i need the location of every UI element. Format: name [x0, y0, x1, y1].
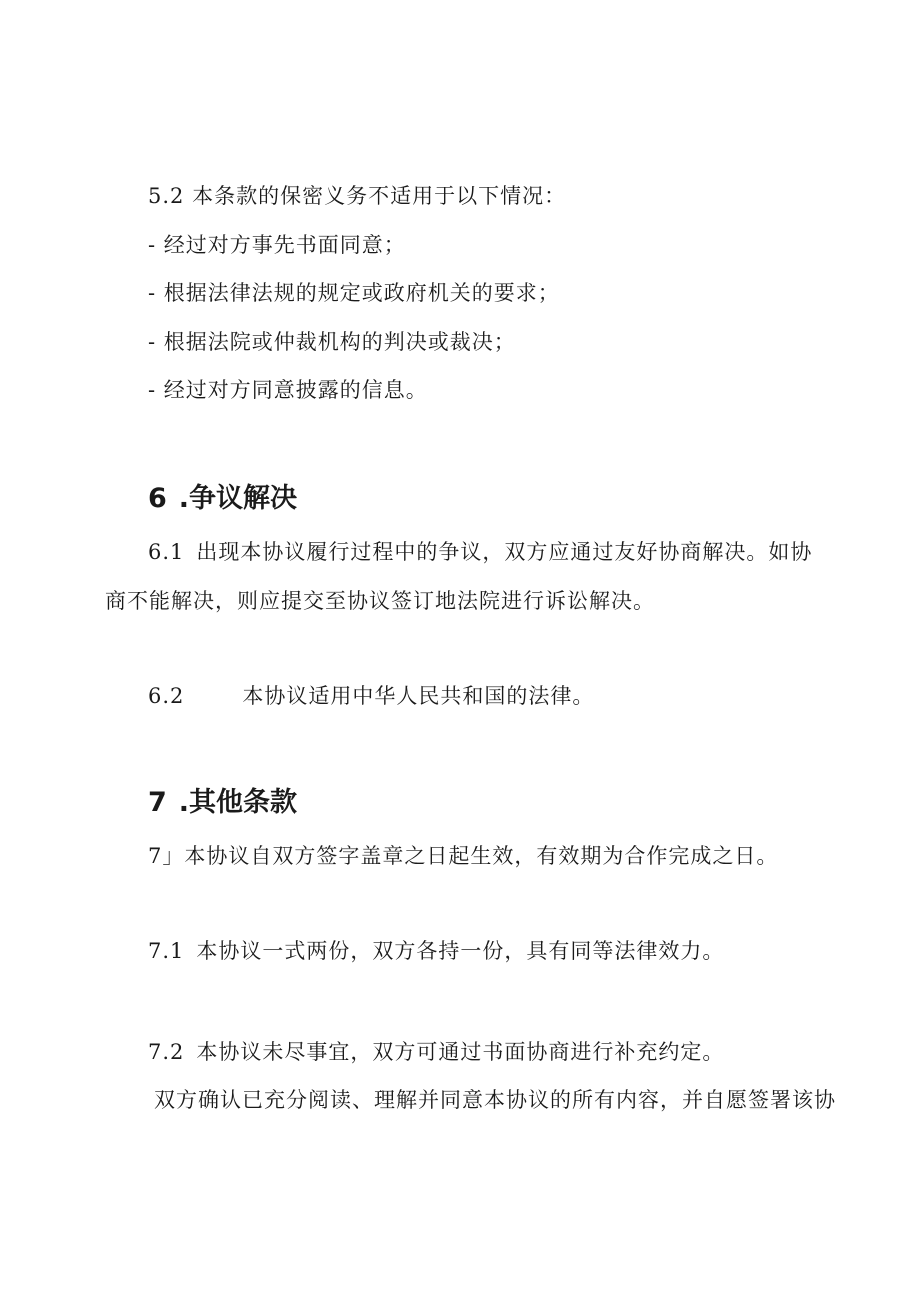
clause-number: 6.1 — [148, 540, 185, 564]
clause-number: 7.1 — [148, 939, 185, 963]
clause-7: 7」本协议自双方签字盖章之日起生效，有效期为合作完成之日。 — [148, 844, 779, 868]
section-title: .争议解决 — [178, 483, 298, 514]
clause-6-2 — [148, 681, 594, 711]
clause-6-1 — [148, 537, 812, 567]
section-heading-6 — [148, 481, 297, 517]
clause-6-1-continuation: 商不能解决，则应提交至协议签订地法院进行诉讼解决。 — [105, 589, 655, 613]
clause-text: 本协议未尽事宜，双方可通过书面协商进行补充约定。 — [196, 1040, 725, 1064]
clause-7-1 — [148, 936, 724, 966]
bullet-item: - 经过对方事先书面同意； — [148, 233, 406, 257]
clause-5-2: 5.2 本条款的保密义务不适用于以下情况： — [148, 184, 567, 208]
clause-text: 本协议适用中华人民共和国的法律。 — [242, 684, 595, 708]
clause-7-2 — [148, 1037, 724, 1067]
bullet-item: - 经过对方同意披露的信息。 — [148, 378, 428, 402]
section-heading-7 — [148, 785, 297, 821]
section-title: .其他条款 — [178, 787, 298, 818]
section-number: 6 — [148, 483, 167, 514]
clause-number: 6.2 — [148, 684, 185, 708]
clause-text: 本协议一式两份，双方各持一份，具有同等法律效力。 — [196, 939, 725, 963]
bullet-item: - 根据法院或仲裁机构的判决或裁决； — [148, 330, 516, 354]
bullet-item: - 根据法律法规的规定或政府机关的要求； — [148, 281, 560, 305]
closing-statement: 双方确认已充分阅读、理解并同意本协议的所有内容，并自愿签署该协 — [154, 1088, 836, 1112]
clause-number: 7.2 — [148, 1040, 185, 1064]
section-number: 7 — [148, 787, 167, 818]
clause-text: 出现本协议履行过程中的争议，双方应通过友好协商解决。如协 — [196, 540, 813, 564]
